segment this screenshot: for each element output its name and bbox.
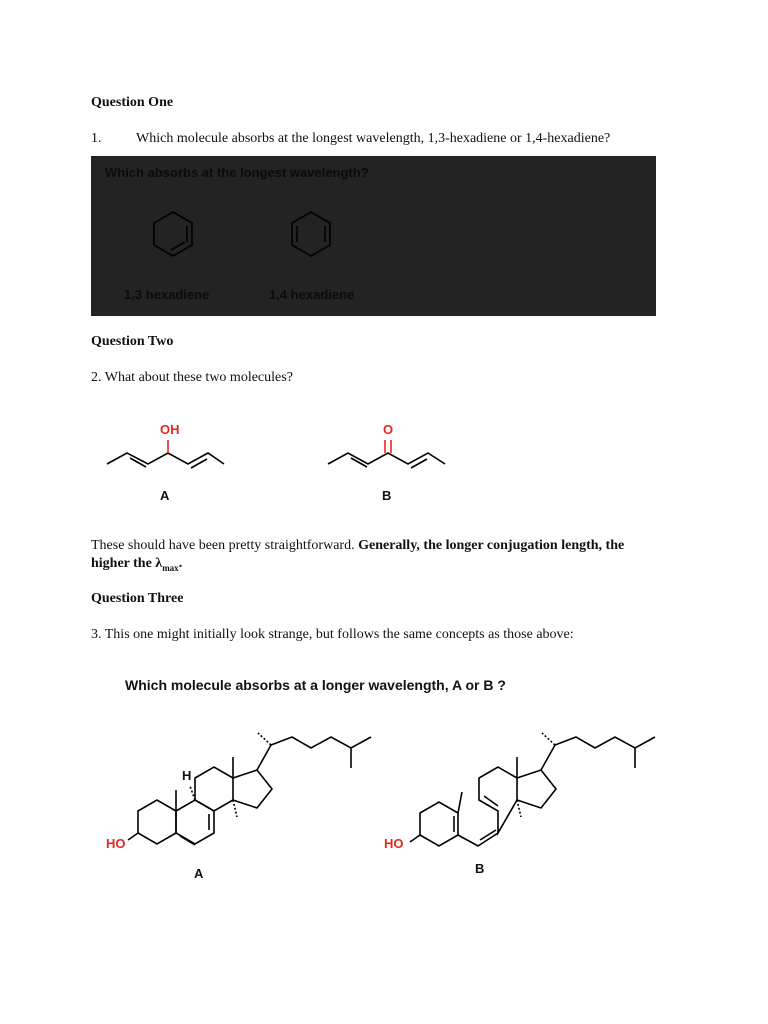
figure-title: Which absorbs at the longest wavelength? <box>105 165 369 180</box>
summary-end: . <box>178 556 183 571</box>
steroid-b-hydroxyl: HO <box>384 836 404 851</box>
steroid-b-label: B <box>475 861 485 876</box>
molecule-a-label: A <box>160 488 170 503</box>
summary-plain: These should have been pretty straightforward. <box>91 538 355 553</box>
question-one-number: 1. <box>91 131 102 146</box>
question-three-figure-title: Which molecule absorbs at a longer wavelength, A or B ? <box>125 677 506 693</box>
question-three-text: 3. This one might initially look strange, but follows the same concepts as those above: <box>91 627 574 642</box>
summary-bold-2: higher the λ <box>91 556 163 571</box>
carbonyl-oxygen-label: O <box>383 422 394 437</box>
question-three-heading: Question Three <box>91 591 184 606</box>
label-14-hexadiene: 1,4 hexadiene <box>269 287 355 302</box>
molecule-b-label: B <box>382 488 392 503</box>
label-13-hexadiene: 1,3 hexadiene <box>124 287 210 302</box>
steroid-a-hydrogen: H <box>182 768 192 783</box>
hydroxyl-label: OH <box>160 422 180 437</box>
summary-bold-1: Generally, the longer conjugation length, the <box>358 538 625 553</box>
question-one-text: Which molecule absorbs at the longest wavelength, 1,3-hexadiene or 1,4-hexadiene? <box>136 131 611 146</box>
question-two-heading: Question Two <box>91 334 174 349</box>
question-one-heading: Question One <box>91 95 174 110</box>
question-two-text: 2. What about these two molecules? <box>91 370 293 385</box>
steroid-a-hydroxyl: HO <box>106 836 126 851</box>
steroid-a-label: A <box>194 866 204 881</box>
lambda-subscript: max <box>162 562 179 573</box>
